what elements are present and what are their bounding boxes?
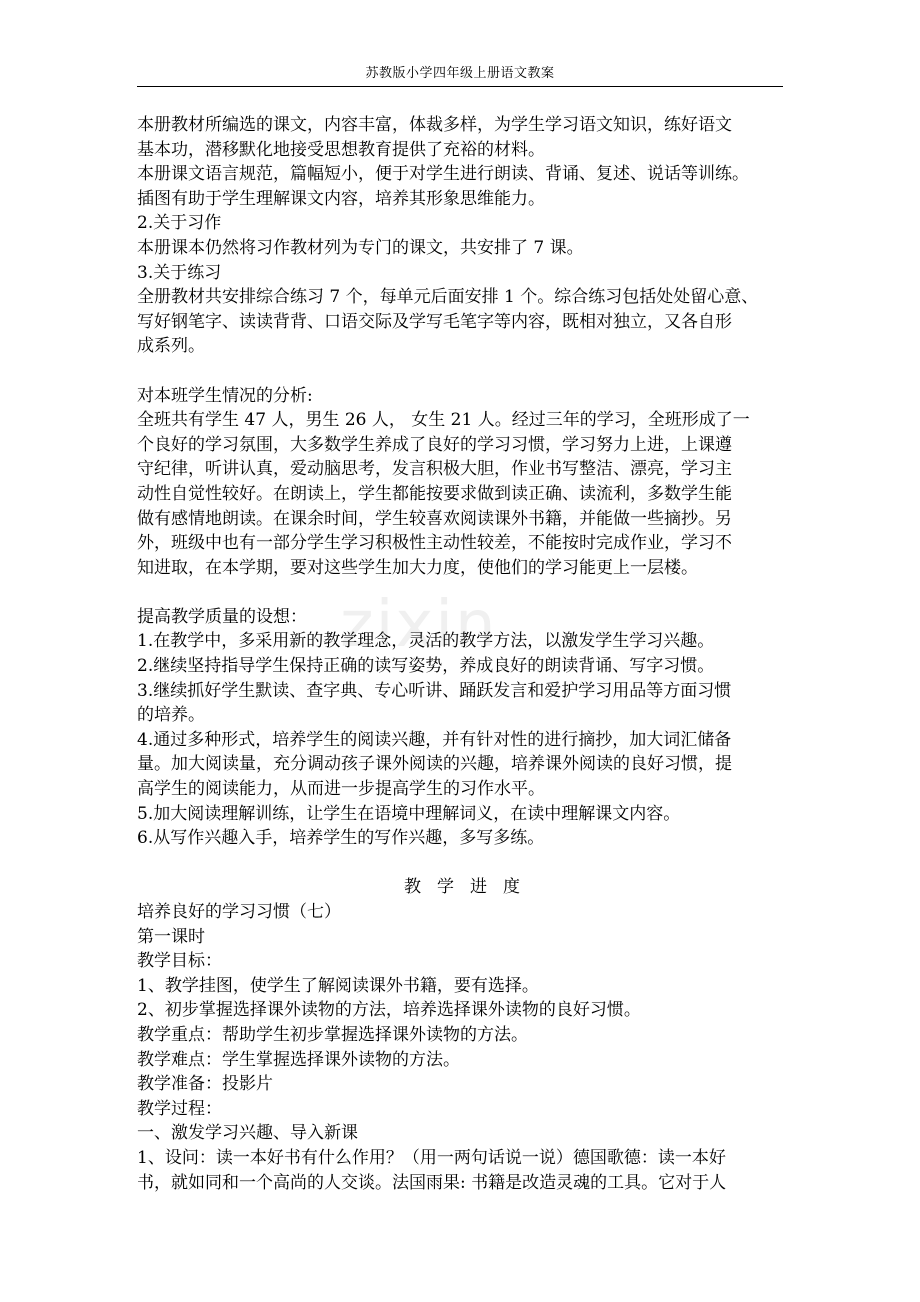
text-line: 写好钢笔字、读读背背、口语交际及学写毛笔字等内容，既相对独立，又各自形 [137, 311, 732, 332]
text-line: 教学过程： [137, 1098, 222, 1119]
text-line: 3.继续抓好学生默读、查字典、专心听讲、踊跃发言和爱护学习用品等方面习惯 [137, 680, 732, 701]
text-line: 知进取，在本学期，要对这些学生加大力度，使他们的学习能更上一层楼。 [137, 557, 698, 578]
text-line: 全班共有学生 47 人，男生 26 人， 女生 21 人。经过三年的学习，全班形成了一 [137, 410, 750, 431]
text-line: 2、初步掌握选择课外读物的方法，培养选择课外读物的良好习惯。 [137, 1000, 641, 1021]
text-line: 本册课本仍然将习作教材列为专门的课文，共安排了 7 课。 [137, 237, 584, 258]
lesson-title: 培养良好的学习习惯（七） [137, 902, 341, 922]
text-line: 全册教材共安排综合练习 7 个，每单元后面安排 1 个。综合练习包括处处留心意、 [137, 287, 759, 308]
text-line: 守纪律，听讲认真，爱动脑思考，发言积极大胆，作业书写整洁、漂亮，学习主 [137, 459, 732, 480]
text-line: 外，班级中也有一部分学生学习积极性主动性较差，不能按时完成作业，学习不 [137, 533, 732, 554]
blank-line [137, 851, 787, 876]
text-line: 2.继续坚持指导学生保持正确的读写姿势，养成良好的朗读背诵、写字习惯。 [137, 656, 715, 677]
section-heading: 2.关于习作 [137, 213, 222, 234]
schedule-title: 教学进度 [404, 877, 536, 898]
text-line: 1、教学挂图，使学生了解阅读课外书籍，要有选择。 [137, 975, 539, 996]
text-line: 4.通过多种形式，培养学生的阅读兴趣，并有针对性的进行摘抄，加大词汇储备 [137, 729, 732, 750]
text-line: 量。加大阅读量，充分调动孩子课外阅读的兴趣，培养课外阅读的良好习惯，提 [137, 754, 732, 775]
text-line: 5.加大阅读理解训练，让学生在语境中理解词义，在读中理解课文内容。 [137, 803, 681, 824]
text-line: 个良好的学习氛围，大多数学生养成了良好的学习习惯，学习努力上进，上课遵 [137, 434, 732, 455]
text-line: 教学难点：学生掌握选择课外读物的方法。 [137, 1049, 460, 1070]
section-heading: 3.关于练习 [137, 262, 222, 283]
text-line: 本册课文语言规范，篇幅短小，便于对学生进行朗读、背诵、复述、说话等训练。 [137, 164, 749, 185]
watermark: zixin [340, 588, 498, 662]
text-line: 1.在教学中，多采用新的教学理念，灵活的教学方法，以激发学生学习兴趣。 [137, 631, 715, 652]
text-line: 成系列。 [137, 336, 205, 357]
section-heading: 对本班学生情况的分析: [137, 385, 313, 406]
blank-line [137, 580, 787, 605]
text-line: 一、激发学习兴趣、导入新课 [137, 1123, 358, 1144]
text-line: 书，就如同和一个高尚的人交谈。法国雨果: 书籍是改造灵魂的工具。它对于人 [137, 1172, 727, 1193]
text-line: 第一课时 [137, 926, 205, 947]
text-line: 动性自觉性较好。在朗读上，学生都能按要求做到读正确、读流利，多数学生能 [137, 483, 732, 504]
text-line: 高学生的阅读能力，从而进一步提高学生的习作水平。 [137, 779, 545, 800]
blank-line [137, 359, 787, 384]
text-line: 教学目标： [137, 951, 222, 972]
header-title: 苏教版小学四年级上册语文教案 [365, 66, 555, 81]
text-line: 教学重点：帮助学生初步掌握选择课外读物的方法。 [137, 1024, 528, 1045]
document-body [137, 113, 787, 1195]
text-line: 本册教材所编选的课文，内容丰富，体裁多样，为学生学习语文知识，练好语文 [137, 115, 732, 135]
text-line: 基本功，潜移默化地接受思想教育提供了充裕的材料。 [137, 139, 545, 160]
text-line: 的培养。 [137, 705, 205, 726]
text-line: 插图有助于学生理解课文内容，培养其形象思维能力。 [137, 188, 545, 209]
page-header [137, 62, 783, 87]
section-heading: 提高教学质量的设想： [137, 606, 307, 627]
text-line: 6.从写作兴趣入手，培养学生的写作兴趣，多写多练。 [137, 828, 545, 849]
text-line: 做有感情地朗读。在课余时间，学生较喜欢阅读课外书籍，并能做一些摘抄。另 [137, 508, 732, 529]
text-line: 1、设问：读一本好书有什么作用？（用一两句话说一说）德国歌德：读一本好 [137, 1147, 726, 1168]
text-line: 教学准备：投影片 [137, 1074, 273, 1095]
